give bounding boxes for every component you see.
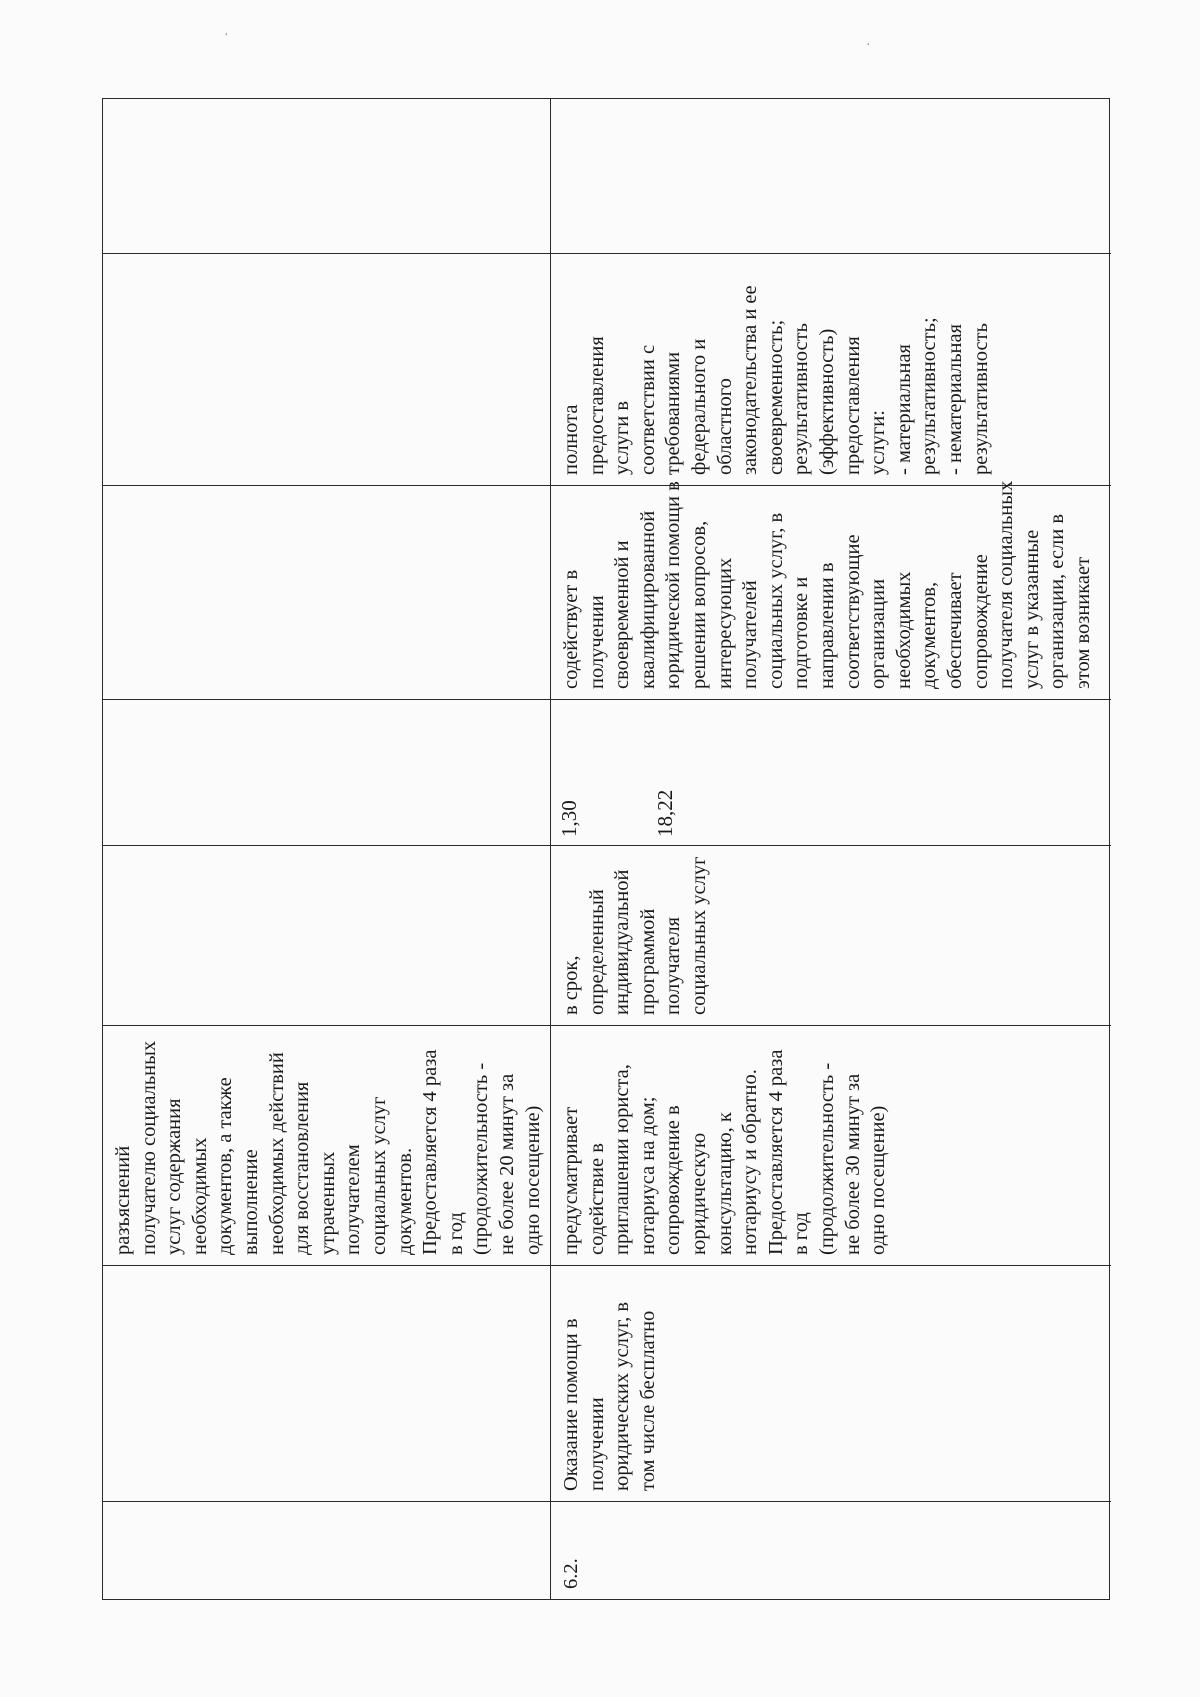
text-line: услуги в (611, 400, 634, 475)
text-line: Оказание помощи в (560, 1318, 582, 1491)
norm-value-2: 18,22 (653, 789, 677, 837)
text-line: сопровождение (969, 554, 992, 689)
text-line: индивидуальной (611, 869, 634, 1015)
text-line: федерального и (687, 338, 710, 475)
text-line: для восстановления (291, 1081, 314, 1255)
text-line: Предоставляется 4 раза (419, 1049, 442, 1255)
text-line: сопровождение в (662, 1105, 685, 1255)
text-line: программой (636, 908, 659, 1015)
text-line: одно посещение) (521, 1105, 544, 1255)
text-line: (продолжительность - (470, 1062, 493, 1255)
text-line: - материальная (892, 344, 915, 475)
text-line: предусматривает (560, 1106, 582, 1255)
table-row-6-1-continuation (103, 99, 551, 1599)
text-line: направлении в (815, 562, 838, 689)
text-line: получателю социальных (137, 1040, 160, 1255)
text-line: юридической помощи в (662, 481, 685, 689)
text-line: в срок, (560, 955, 582, 1015)
text-line: результативность (790, 323, 813, 475)
scan-speck: · (866, 38, 871, 53)
table-row-6-2 (551, 99, 1111, 1599)
cell-conditions (551, 480, 1111, 699)
text-line: содействует в (560, 569, 582, 689)
cell-norm (551, 699, 1111, 845)
text-line: в год (444, 1212, 467, 1255)
text-line: утраченных (316, 1151, 339, 1255)
text-line: услуги: (867, 410, 890, 475)
text-line: полнота (560, 404, 582, 475)
cell-last-empty (103, 97, 550, 253)
text-line: определенный (585, 889, 608, 1015)
text-line: соответствии с (636, 344, 659, 475)
text-line: получателем (342, 1144, 365, 1255)
text-line: содействие в (585, 1143, 608, 1255)
text-line: документов, а также (214, 1077, 237, 1255)
cell-conditions-empty (103, 485, 550, 699)
text-line: одно посещение) (867, 1105, 890, 1255)
cell-number-empty (103, 1501, 550, 1599)
text-line: соответствующие (841, 534, 864, 689)
text-line: в год (790, 1212, 813, 1255)
cell-term (551, 845, 1111, 1025)
text-line: подготовке и (790, 576, 813, 689)
text-line: документов. (393, 1147, 416, 1255)
cell-service-description (103, 1025, 550, 1265)
text-line: не более 30 минут за (841, 1073, 864, 1255)
cell-number (551, 1501, 1111, 1599)
text-line: нотариусу и обратно. (739, 1069, 762, 1255)
text-line: получателей (739, 580, 762, 689)
text-line: юридическую (687, 1132, 710, 1255)
text-line: нотариуса на дом; (636, 1096, 659, 1255)
text-line: областного (713, 378, 736, 475)
text-line: разъяснений (112, 1145, 134, 1255)
text-line: приглашении юриста, (611, 1064, 634, 1255)
text-line: выполнение (239, 1149, 262, 1255)
text-line: результативность; (918, 317, 941, 475)
text-line: предоставления (841, 336, 864, 475)
cell-service-description (551, 1025, 1111, 1265)
text-line: квалифицированной (636, 510, 659, 689)
text-line: получателя социальных (995, 480, 1018, 689)
text-line: социальных услуг (687, 856, 710, 1015)
text-line: этом возникает (1071, 556, 1094, 689)
text-line: Предоставляется 4 раза (764, 1049, 787, 1255)
text-line: своевременность; (764, 319, 787, 475)
text-line: (продолжительность - (815, 1062, 838, 1255)
text-line: законодательства и ее (739, 285, 762, 475)
text-line: консультацию, к (713, 1112, 736, 1255)
cell-last-empty (551, 97, 1111, 253)
row-number: 6.2. (560, 1558, 582, 1589)
text-line: получателя (662, 916, 685, 1015)
text-line: необходимых (892, 571, 915, 689)
text-line: решении вопросов, (687, 520, 710, 689)
rotated-service-table (102, 98, 1110, 1600)
text-line: - нематериальная (943, 323, 966, 475)
scan-speck: · (224, 28, 229, 43)
text-line: необходимых (188, 1137, 211, 1255)
text-line: организации, если в (1046, 513, 1069, 689)
norm-value-1: 1,30 (557, 800, 581, 837)
text-line: требованиями (662, 351, 685, 475)
text-line: социальных услуг, в (764, 512, 787, 689)
cell-indicators-empty (103, 253, 550, 485)
text-line: интересующих (713, 557, 736, 689)
text-line: не более 20 минут за (495, 1073, 518, 1255)
text-line: предоставления (585, 336, 608, 475)
text-line: документов, (918, 581, 941, 689)
text-line: обеспечивает (943, 572, 966, 689)
cell-term-empty (103, 845, 550, 1025)
text-line: необходимых действий (265, 1052, 288, 1255)
text-line: результативность (969, 323, 992, 475)
cell-service-name (551, 1265, 1111, 1501)
text-line: услуг в указанные (1020, 529, 1043, 689)
text-line: организации (867, 578, 890, 689)
text-line: получении (585, 595, 608, 689)
text-line: услуг содержания (163, 1098, 186, 1255)
cell-indicators (551, 253, 1111, 485)
text-line: том числе бесплатно (636, 1310, 659, 1491)
text-line: (эффективность) (815, 328, 838, 475)
text-line: социальных услуг (367, 1096, 390, 1255)
text-line: юридических услуг, в (611, 1301, 634, 1491)
cell-service-name-empty (103, 1265, 550, 1501)
cell-norm-empty (103, 699, 550, 845)
text-line: получении (585, 1397, 608, 1491)
text-line: своевременной и (611, 540, 634, 689)
